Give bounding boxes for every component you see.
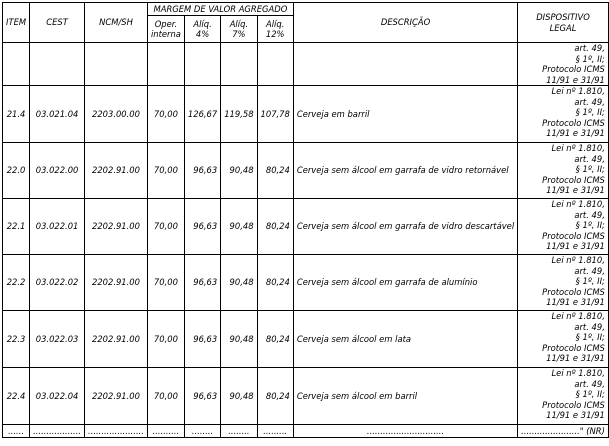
table-row	[3, 143, 609, 199]
legal-line: art. 49,	[574, 209, 605, 220]
cell-cest	[30, 43, 85, 86]
header-aliq-12-line1: Alíq.	[266, 18, 285, 29]
legal-line: 11/91 e 31/91	[546, 241, 605, 251]
cell-oper: 70,00	[147, 86, 184, 143]
table-row	[3, 86, 609, 143]
cell-aliq-12	[257, 43, 293, 86]
legal-line: 11/91 e 31/91	[546, 185, 605, 195]
legal-line: 11/91 e 31/91	[546, 353, 605, 363]
footer-dots-cest: ..................	[30, 425, 85, 438]
header-aliq-12-line2: 12%	[265, 29, 285, 39]
cell-aliq-4: 96,63	[184, 199, 220, 255]
legal-line: Protocolo ICMS	[542, 117, 605, 128]
cell-item: 22.4	[3, 368, 30, 425]
header-aliq-7-line2: 7%	[232, 29, 246, 39]
legal-line: art. 49,	[574, 43, 605, 53]
cell-descricao: Cerveja sem álcool em garrafa de alumínio	[293, 255, 517, 311]
mva-table	[2, 2, 609, 438]
cell-aliq-12: 80,24	[257, 255, 293, 311]
cell-descricao: Cerveja sem álcool em garrafa de vidro retornável	[293, 143, 517, 199]
legal-line: 11/91 e 31/91	[546, 128, 605, 138]
footer-dots-legal: ......................" (NR)	[518, 425, 609, 438]
cell-ncm: 2202.91.00	[85, 311, 148, 368]
cell-dispositivo-legal	[518, 86, 609, 143]
cell-aliq-12: 80,24	[257, 143, 293, 199]
header-oper-line2: interna	[150, 29, 181, 39]
table-footer-row	[3, 425, 609, 438]
header-dispositivo-line2: LEGAL	[549, 22, 577, 33]
header-dispositivo	[518, 3, 609, 43]
table-row	[3, 311, 609, 368]
cell-dispositivo-legal	[518, 311, 609, 368]
cell-cest: 03.022.01	[30, 199, 85, 255]
cell-cest: 03.022.00	[30, 143, 85, 199]
cell-item: 21.4	[3, 86, 30, 143]
legal-line: § 1º, II;	[575, 107, 605, 117]
header-descricao: DESCRIÇÃO	[293, 3, 517, 43]
cell-ncm: 2202.91.00	[85, 199, 148, 255]
legal-line: Lei nº 1.810,	[551, 199, 605, 209]
legal-line: art. 49,	[574, 96, 605, 107]
cell-aliq-7: 90,48	[221, 311, 257, 368]
legal-line: art. 49,	[574, 265, 605, 276]
cell-item: 22.2	[3, 255, 30, 311]
cell-descricao: Cerveja sem álcool em garrafa de vidro descartável	[293, 199, 517, 255]
table-row	[3, 368, 609, 425]
cell-ncm: 2203.00.00	[85, 86, 148, 143]
footer-dots-oper: ..........	[147, 425, 184, 438]
cell-oper	[147, 43, 184, 86]
cell-oper: 70,00	[147, 143, 184, 199]
header-cest: CEST	[30, 3, 85, 43]
legal-line: Lei nº 1.810,	[551, 311, 605, 321]
cell-item: 22.0	[3, 143, 30, 199]
cell-cest: 03.022.04	[30, 368, 85, 425]
cell-aliq-7	[221, 43, 257, 86]
footer-dots-aliq-7: ........	[221, 425, 257, 438]
footer-dots-ncm: .....................	[85, 425, 148, 438]
header-oper-line1: Oper.	[154, 18, 178, 29]
cell-descricao	[293, 43, 517, 86]
cell-ncm	[85, 43, 148, 86]
legal-line: 11/91 e 31/91	[546, 297, 605, 307]
legal-line: Protocolo ICMS	[542, 230, 605, 241]
footer-dots-aliq-12: .........	[257, 425, 293, 438]
cell-aliq-7: 119,58	[221, 86, 257, 143]
legal-line: Lei nº 1.810,	[551, 368, 605, 378]
cell-aliq-4: 96,63	[184, 255, 220, 311]
cell-aliq-4	[184, 43, 220, 86]
legal-line: art. 49,	[574, 153, 605, 164]
legal-line: § 1º, II;	[575, 276, 605, 286]
cell-ncm: 2202.91.00	[85, 255, 148, 311]
cell-dispositivo-legal	[518, 255, 609, 311]
cell-oper: 70,00	[147, 311, 184, 368]
cell-descricao: Cerveja sem álcool em barril	[293, 368, 517, 425]
header-aliq-4-line2: 4%	[195, 29, 210, 39]
cell-aliq-7: 90,48	[221, 143, 257, 199]
cell-aliq-12: 80,24	[257, 311, 293, 368]
cell-descricao: Cerveja sem álcool em lata	[293, 311, 517, 368]
cell-oper: 70,00	[147, 368, 184, 425]
header-aliq-7-line1: Alíq.	[229, 18, 249, 29]
legal-line: § 1º, II;	[575, 332, 605, 342]
legal-line: Protocolo ICMS	[542, 342, 605, 353]
cell-ncm: 2202.91.00	[85, 368, 148, 425]
cell-cest: 03.022.02	[30, 255, 85, 311]
legal-line: 11/91 e 31/91	[546, 410, 605, 420]
legal-line: 11/91 e 31/91	[546, 74, 605, 85]
header-aliq-7	[221, 16, 257, 43]
cell-item: 22.3	[3, 311, 30, 368]
cell-cest: 03.021.04	[30, 86, 85, 143]
legal-line: § 1º, II;	[575, 53, 605, 64]
cell-aliq-4: 126,67	[184, 86, 220, 143]
header-aliq-4	[184, 16, 220, 43]
legal-line: Lei nº 1.810,	[551, 255, 605, 265]
cell-dispositivo-legal	[518, 43, 609, 86]
legal-line: art. 49,	[574, 321, 605, 332]
cell-descricao: Cerveja em barril	[293, 86, 517, 143]
cell-aliq-7: 90,48	[221, 368, 257, 425]
legal-line: Protocolo ICMS	[542, 64, 605, 74]
cell-oper: 70,00	[147, 255, 184, 311]
table-row	[3, 199, 609, 255]
footer-dots-aliq-4: ........	[184, 425, 220, 438]
footer-dots-descricao: .............................	[293, 425, 517, 438]
legal-line: § 1º, II;	[575, 220, 605, 230]
cell-oper: 70,00	[147, 199, 184, 255]
header-aliq-12	[257, 16, 293, 43]
cell-aliq-7: 90,48	[221, 255, 257, 311]
legal-line: art. 49,	[574, 378, 605, 389]
cell-dispositivo-legal	[518, 199, 609, 255]
footer-dots-item: ......	[3, 425, 30, 438]
header-dispositivo-line1: DISPOSITIVO	[536, 12, 590, 22]
header-ncm: NCM/SH	[85, 3, 148, 43]
legal-line: Lei nº 1.810,	[551, 86, 605, 96]
header-aliq-4-line1: Alíq.	[193, 18, 212, 29]
cell-dispositivo-legal	[518, 368, 609, 425]
legal-line: Protocolo ICMS	[542, 286, 605, 297]
cell-ncm: 2202.91.00	[85, 143, 148, 199]
table-row	[3, 255, 609, 311]
cell-aliq-12: 80,24	[257, 368, 293, 425]
table-row	[3, 43, 609, 86]
cell-aliq-12: 80,24	[257, 199, 293, 255]
legal-line: Protocolo ICMS	[542, 399, 605, 410]
cell-aliq-4: 96,63	[184, 143, 220, 199]
cell-aliq-7: 90,48	[221, 199, 257, 255]
header-item: ITEM	[3, 3, 30, 43]
legal-line: § 1º, II;	[575, 164, 605, 174]
legal-line: Lei nº 1.810,	[551, 143, 605, 153]
cell-dispositivo-legal	[518, 143, 609, 199]
cell-aliq-4: 96,63	[184, 368, 220, 425]
cell-aliq-4: 96,63	[184, 311, 220, 368]
legal-line: Protocolo ICMS	[542, 174, 605, 185]
cell-cest: 03.022.03	[30, 311, 85, 368]
cell-item	[3, 43, 30, 86]
header-oper	[147, 16, 184, 43]
legal-line: § 1º, II;	[575, 389, 605, 399]
cell-item: 22.1	[3, 199, 30, 255]
cell-aliq-12: 107,78	[257, 86, 293, 143]
header-margem: MARGEM DE VALOR AGREGADO	[147, 3, 293, 16]
